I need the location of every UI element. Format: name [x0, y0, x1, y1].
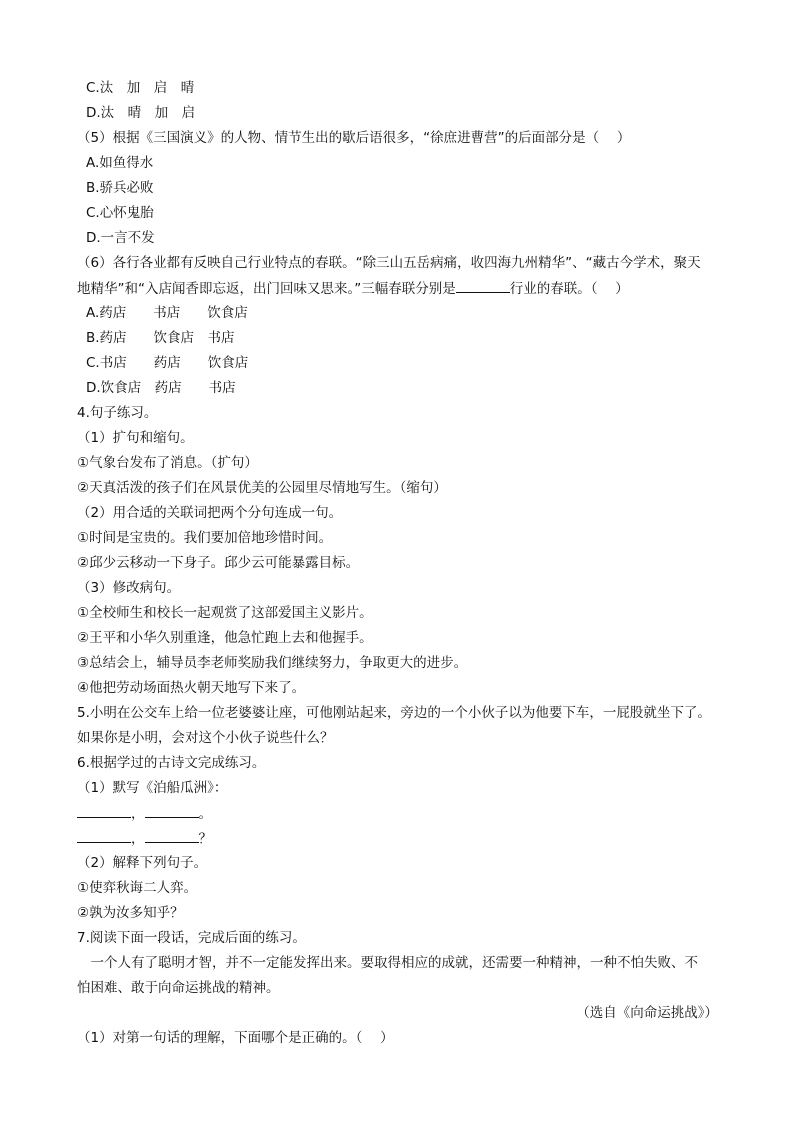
comma: ， [131, 806, 145, 822]
reading-passage-line-2: 怕困难、敢于向命运挑战的精神。 [77, 980, 280, 996]
option-c: C.汰 加 启 晴 [86, 80, 195, 96]
answer-blank[interactable] [145, 828, 199, 843]
answer-blank[interactable] [77, 828, 131, 843]
option-d: D.汰 晴 加 启 [86, 105, 196, 121]
passage-source: （选自《向命运挑战》） [576, 1005, 718, 1021]
option-a: A.药店 书店 饮食店 [86, 305, 248, 321]
subquestion-2: （2）解释下列句子。 [77, 855, 208, 871]
poem-line-2 [77, 828, 212, 849]
answer-blank[interactable] [456, 278, 510, 293]
option-d: D.一言不发 [86, 230, 155, 246]
option-c: C.书店 药店 饮食店 [86, 355, 249, 371]
subquestion-3: （3）修改病句。 [77, 580, 181, 596]
period: 。 [198, 806, 212, 822]
question-6-tail: 行业的春联。（ ） [509, 281, 629, 297]
item-3: ③总结会上，辅导员李老师奖励我们继续努力，争取更大的进步。 [77, 655, 468, 671]
comma: ， [131, 831, 145, 847]
item-1: ①使弈秋诲二人弈。 [77, 880, 198, 896]
subquestion-1: （1）对第一句话的理解，下面哪个是正确的。（ ） [77, 1030, 394, 1046]
question-6-text: 地精华”和“入店闻香即忘返，出门回味又思来。”三幅春联分别是 [77, 281, 456, 297]
item-2: ②王平和小华久别重逢，他急忙跑上去和他握手。 [77, 630, 373, 646]
poem-line-1 [77, 803, 212, 824]
reading-passage-line-1: 一个人有了聪明才智，并不一定能发挥出来。要取得相应的成就，还需要一种精神，一种不怕失败、不 [77, 955, 698, 971]
question-6-continued [77, 278, 629, 299]
question-5: （5）根据《三国演义》的人物、情节生出的歇后语很多，“徐庶进曹营”的后面部分是（ ） [77, 130, 631, 146]
option-a: A.如鱼得水 [86, 155, 154, 171]
option-d: D.饮食店 药店 书店 [86, 380, 236, 396]
item-2: ②孰为汝多知乎？ [77, 905, 184, 921]
section-5-title: 5.小明在公交车上给一位老婆婆让座，可他刚站起来，旁边的一个小伙子以为他要下车，一屁股就坐下了。 [77, 705, 711, 721]
section-4-title: 4.句子练习。 [77, 405, 158, 421]
option-b: B.骄兵必败 [86, 180, 154, 196]
item-2: ②邱少云移动一下身子。邱少云可能暴露目标。 [77, 555, 360, 571]
answer-blank[interactable] [145, 803, 199, 818]
item-1: ①气象台发布了消息。（扩句） [77, 455, 258, 471]
subquestion-1: （1）扩句和缩句。 [77, 430, 194, 446]
subquestion-1: （1）默写《泊船瓜洲》： [77, 780, 228, 796]
question-mark: ？ [198, 831, 212, 847]
item-2: ②天真活泼的孩子们在风景优美的公园里尽情地写生。（缩句） [77, 480, 447, 496]
option-c: C.心怀鬼胎 [86, 205, 154, 221]
item-1: ①全校师生和校长一起观赏了这部爱国主义影片。 [77, 605, 373, 621]
section-5-continued: 如果你是小明，会对这个小伙子说些什么？ [77, 730, 334, 746]
section-7-title: 7.阅读下面一段话，完成后面的练习。 [77, 930, 306, 946]
item-4: ④他把劳动场面热火朝天地写下来了。 [77, 680, 306, 696]
question-6: （6）各行各业都有反映自己行业特点的春联。“除三山五岳病痛，收四海九州精华”、“藏古今学术，聚天 [77, 255, 701, 271]
answer-blank[interactable] [77, 803, 131, 818]
section-6-title: 6.根据学过的古诗文完成练习。 [77, 755, 266, 771]
subquestion-2: （2）用合适的关联词把两个分句连成一句。 [77, 505, 343, 521]
option-b: B.药店 饮食店 书店 [86, 330, 235, 346]
item-1: ①时间是宝贵的。我们要加倍地珍惜时间。 [77, 530, 333, 546]
